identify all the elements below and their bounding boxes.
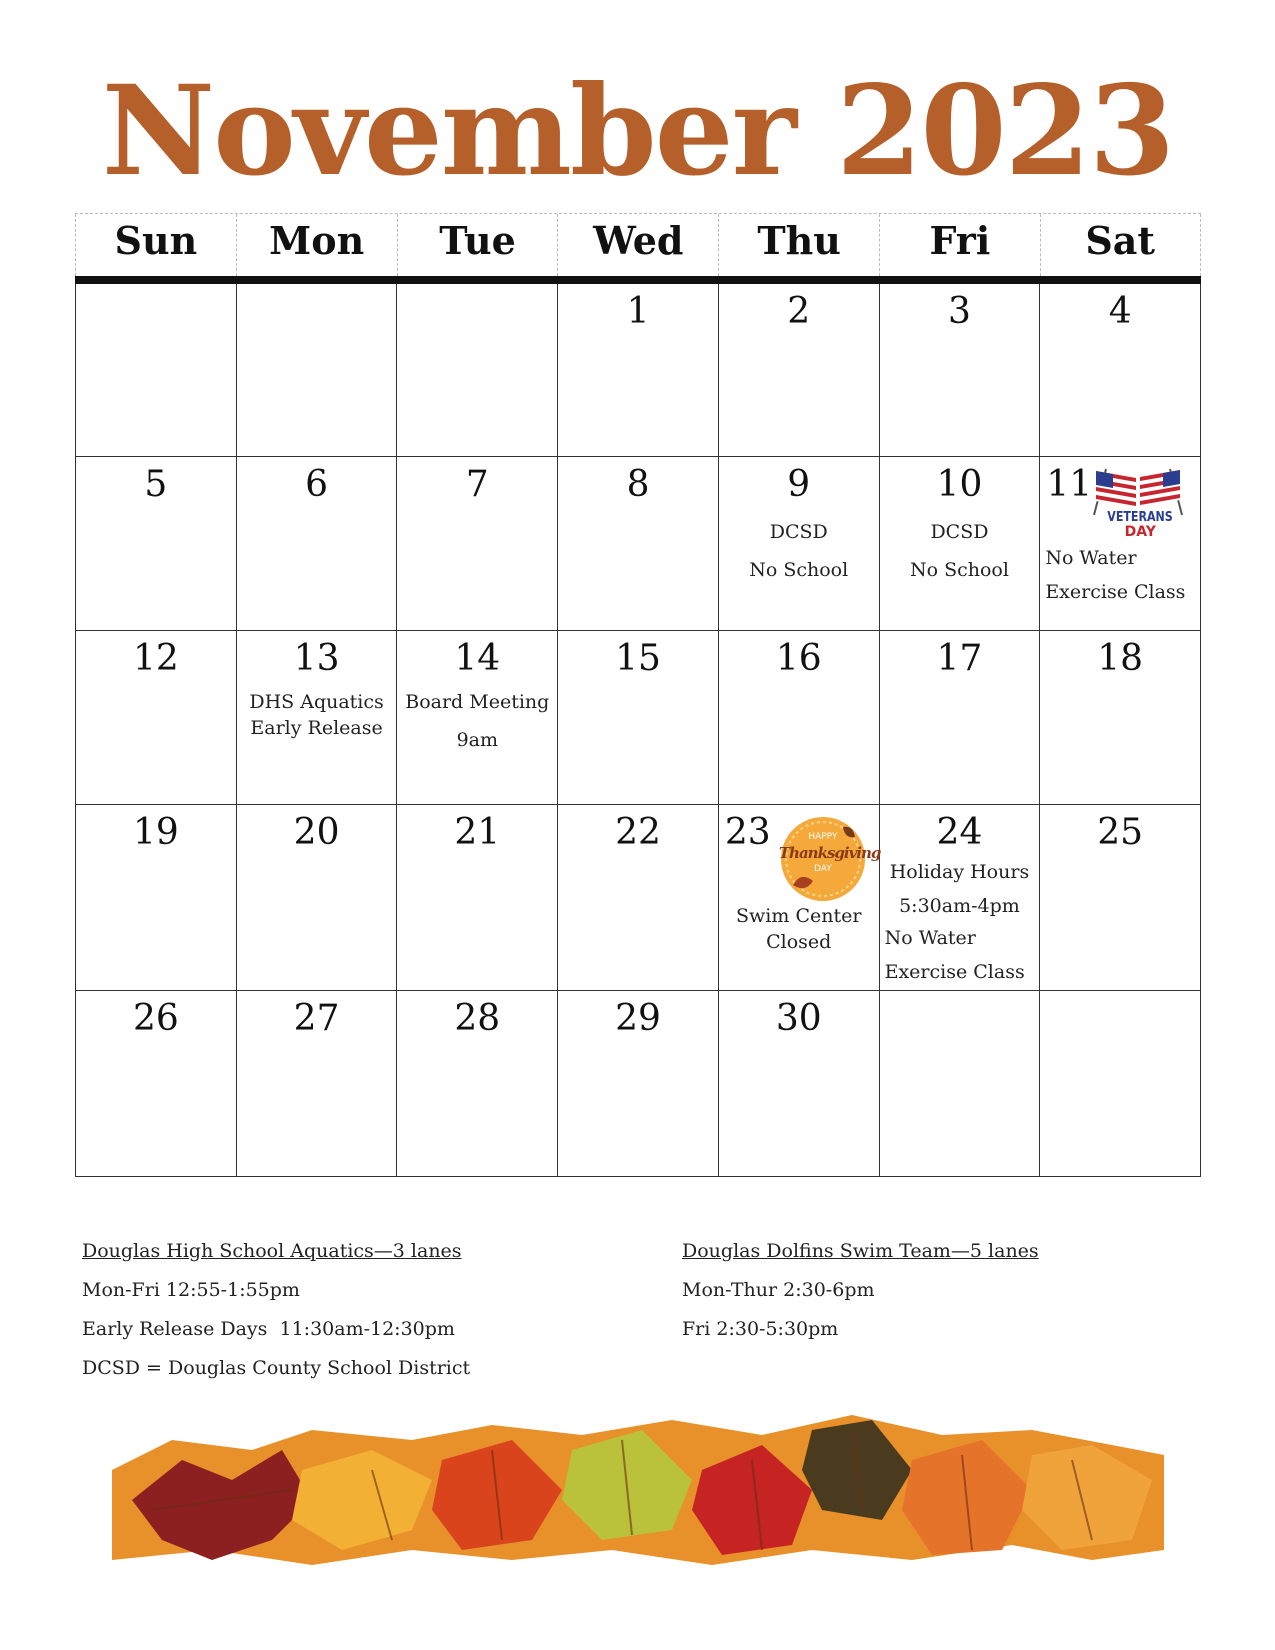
day-number: 3	[948, 291, 971, 332]
day-number: 14	[454, 638, 501, 679]
day-cell	[237, 457, 398, 630]
day-cell	[880, 284, 1041, 456]
day-cell	[880, 457, 1041, 630]
thanksgiving-icon-text: Thanksgiving	[778, 844, 881, 862]
day-number: 22	[615, 812, 661, 853]
thanksgiving-icon-text: DAY	[814, 864, 832, 874]
day-number: 1	[626, 291, 650, 332]
day-number: 13	[293, 638, 340, 679]
weekday-tue: Tue	[397, 214, 558, 276]
week-row	[76, 991, 1201, 1177]
weekday-wed: Wed	[557, 214, 718, 276]
day-cell	[880, 631, 1041, 804]
veterans-icon-text: VETERANS	[1107, 510, 1174, 525]
thanksgiving-badge-icon	[778, 815, 881, 903]
day-cell	[237, 284, 398, 456]
day-number: 7	[465, 464, 489, 505]
event-note: Holiday Hours	[889, 861, 1030, 883]
thanksgiving-icon-text: HAPPY	[808, 832, 838, 842]
day-number: 18	[1097, 638, 1144, 679]
day-number: 21	[454, 812, 501, 853]
day-number: 19	[132, 812, 179, 853]
calendar	[75, 213, 1201, 1177]
legend-line: DCSD = Douglas County School District	[82, 1357, 471, 1379]
day-cell	[719, 284, 880, 456]
event-note: No Water	[884, 927, 976, 949]
weekday-sat: Sat	[1040, 214, 1201, 276]
autumn-leaves-border-icon	[112, 1410, 1164, 1570]
day-cell	[719, 457, 880, 630]
day-number: 28	[454, 998, 501, 1039]
week-row	[76, 631, 1201, 805]
day-cell	[397, 457, 558, 630]
day-cell	[1040, 631, 1201, 804]
day-number: 5	[144, 464, 168, 505]
event-note: Swim Center	[736, 905, 862, 927]
day-number: 25	[1097, 812, 1144, 853]
day-number: 11	[1046, 464, 1093, 505]
day-number: 4	[1108, 291, 1132, 332]
day-number: 23	[724, 812, 771, 853]
day-cell	[1040, 991, 1201, 1176]
event-note: DCSD	[930, 521, 989, 543]
legend-line: Mon-Fri 12:55-1:55pm	[82, 1279, 300, 1301]
day-cell	[237, 991, 398, 1176]
event-note: Exercise Class	[884, 961, 1025, 983]
week-row	[76, 805, 1201, 991]
day-cell	[558, 991, 719, 1176]
day-cell	[76, 457, 237, 630]
weekday-sun: Sun	[75, 214, 236, 276]
event-note: 9am	[456, 729, 499, 751]
day-cell	[558, 284, 719, 456]
day-number: 15	[615, 638, 661, 679]
event-note: Early Release	[250, 717, 383, 739]
header-divider	[75, 276, 1201, 284]
day-number: 29	[615, 998, 661, 1039]
day-cell	[1040, 805, 1201, 990]
weekday-thu: Thu	[718, 214, 879, 276]
day-number: 6	[305, 464, 329, 505]
day-cell	[719, 805, 880, 990]
day-cell	[558, 805, 719, 990]
day-number: 26	[132, 998, 179, 1039]
legend-swim-team	[682, 1240, 1182, 1357]
day-cell	[719, 991, 880, 1176]
event-note: Closed	[766, 931, 832, 953]
day-number: 9	[787, 464, 811, 505]
day-number: 16	[775, 638, 822, 679]
day-cell	[76, 631, 237, 804]
legend-heading: Douglas High School Aquatics—3 lanes	[82, 1240, 462, 1262]
event-note: 5:30am-4pm	[899, 895, 1020, 917]
day-cell	[397, 805, 558, 990]
legend-line: Mon-Thur 2:30-6pm	[682, 1279, 875, 1301]
legend-line: Fri 2:30-5:30pm	[682, 1318, 839, 1340]
day-number: 30	[775, 998, 822, 1039]
day-number: 12	[132, 638, 179, 679]
event-note: No School	[749, 559, 849, 581]
event-note: No School	[909, 559, 1009, 581]
veterans-day-flags-icon	[1086, 463, 1190, 543]
day-number: 17	[936, 638, 983, 679]
event-note: DHS Aquatics	[249, 691, 384, 713]
legend-line: Early Release Days 11:30am-12:30pm	[82, 1318, 455, 1340]
day-cell	[1040, 284, 1201, 456]
week-row	[76, 457, 1201, 631]
calendar-grid	[75, 284, 1201, 1177]
day-cell	[76, 805, 237, 990]
day-cell	[719, 631, 880, 804]
day-cell	[558, 631, 719, 804]
day-cell	[237, 805, 398, 990]
day-cell	[237, 631, 398, 804]
weekday-fri: Fri	[879, 214, 1040, 276]
event-note: Exercise Class	[1045, 581, 1186, 603]
week-row	[76, 284, 1201, 457]
day-number: 10	[936, 464, 983, 505]
day-number: 27	[293, 998, 340, 1039]
page-title: November 2023	[101, 59, 1174, 204]
day-cell	[1040, 457, 1201, 630]
weekday-mon: Mon	[236, 214, 397, 276]
day-number: 8	[626, 464, 650, 505]
day-cell	[880, 991, 1041, 1176]
day-number: 2	[787, 291, 811, 332]
event-note: Board Meeting	[405, 691, 550, 713]
veterans-icon-text: DAY	[1124, 524, 1156, 540]
legend-high-school	[82, 1240, 622, 1396]
day-cell	[397, 991, 558, 1176]
legend-heading: Douglas Dolfins Swim Team—5 lanes	[682, 1240, 1039, 1262]
event-note: DCSD	[769, 521, 828, 543]
day-number: 24	[936, 812, 983, 853]
day-cell	[76, 991, 237, 1176]
day-cell	[397, 631, 558, 804]
day-number: 20	[293, 812, 340, 853]
day-cell	[558, 457, 719, 630]
day-cell	[76, 284, 237, 456]
weekday-header	[75, 213, 1201, 276]
day-cell	[397, 284, 558, 456]
day-cell	[880, 805, 1041, 990]
event-note: No Water	[1045, 547, 1137, 569]
